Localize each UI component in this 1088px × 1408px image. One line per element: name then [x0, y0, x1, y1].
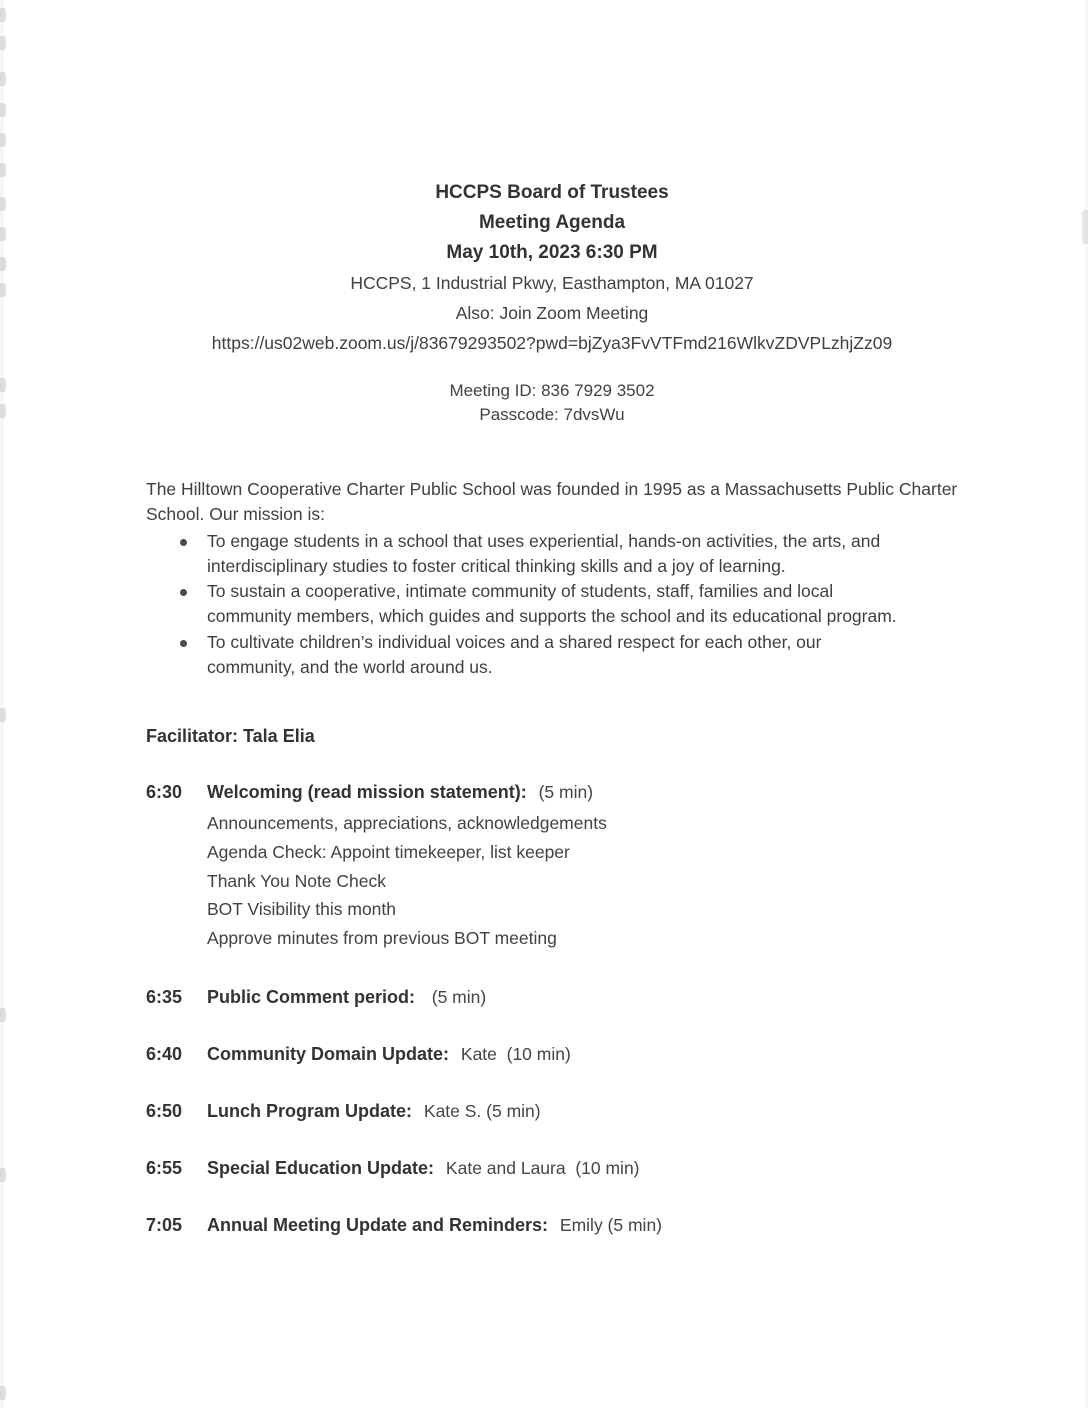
agenda-time: 6:30 [146, 782, 183, 803]
agenda-detail: (5 min) [426, 987, 487, 1008]
meeting-datetime: May 10th, 2023 6:30 PM [446, 242, 658, 263]
agenda-sub-item: Agenda Check: Appoint timekeeper, list keeper [207, 841, 570, 862]
agenda-item [146, 1100, 958, 1123]
agenda-sub-item: Thank You Note Check [207, 870, 387, 891]
agenda-item [146, 781, 958, 804]
meeting-id: Meeting ID: 836 7929 3502 [449, 381, 655, 400]
agenda-item [146, 1043, 958, 1066]
agenda-time: 6:50 [146, 1101, 183, 1122]
agenda-title: Public Comment period: [207, 987, 416, 1008]
org-title: HCCPS Board of Trustees [435, 182, 669, 203]
agenda-time: 6:55 [146, 1158, 183, 1179]
agenda-item [146, 986, 958, 1009]
agenda-sub-item: Approve minutes from previous BOT meeting [207, 927, 557, 948]
document-header [146, 178, 958, 358]
agenda-entry [207, 1157, 640, 1180]
agenda-entry [207, 1214, 662, 1237]
agenda-item [146, 1157, 958, 1180]
mission-bullet [180, 579, 958, 630]
mission-bullet [180, 529, 958, 580]
agenda-time: 6:40 [146, 1044, 183, 1065]
agenda-entry [207, 781, 593, 804]
agenda-detail: Kate S. (5 min) [423, 1101, 541, 1122]
agenda-sub-item: Announcements, appreciations, acknowledgements [207, 813, 607, 834]
agenda-sub-items [207, 809, 958, 952]
mission-bullet [180, 630, 958, 681]
agenda-title: Community Domain Update: [207, 1044, 450, 1065]
meeting-credentials [146, 379, 958, 427]
mission-bullet-text: To engage students in a school that uses experiential, hands-on activities, the arts, and interdisciplinary studies to foster critical thinking skills and a joy of learning. [207, 530, 881, 576]
agenda-detail: Kate and Laura (10 min) [445, 1158, 640, 1179]
agenda-title: Annual Meeting Update and Reminders: [207, 1215, 549, 1236]
mission-bullet-list [146, 529, 958, 681]
agenda-entry [207, 1100, 541, 1123]
zoom-meeting-url: https://us02web.zoom.us/j/83679293502?pwd=bjZya3FvVTFmd216WlkvZDVPLzhjZz09 [211, 333, 893, 353]
meeting-passcode: Passcode: 7dvsWu [479, 405, 625, 424]
mission-intro: The Hilltown Cooperative Charter Public School was founded in 1995 as a Massachusetts Public Charter School. Our mission is: [146, 479, 958, 525]
facilitator-line: Facilitator: Tala Elia [146, 726, 315, 747]
agenda-time: 7:05 [146, 1215, 183, 1236]
agenda-title: Lunch Program Update: [207, 1101, 413, 1122]
agenda-title: Special Education Update: [207, 1158, 435, 1179]
agenda-title: Welcoming (read mission statement): [207, 782, 527, 803]
agenda-sub-item: BOT Visibility this month [207, 899, 397, 920]
doc-type: Meeting Agenda [478, 212, 626, 233]
agenda-item [146, 1214, 958, 1237]
meeting-location: HCCPS, 1 Industrial Pkwy, Easthampton, MA 01027 [350, 273, 754, 293]
zoom-join-label: Also: Join Zoom Meeting [455, 303, 649, 323]
bullet-icon [180, 589, 187, 596]
mission-bullet-text: To cultivate children’s individual voices and a shared respect for each other, our community, and the world around us. [207, 631, 822, 678]
agenda-detail: Emily (5 min) [559, 1215, 663, 1236]
agenda-detail: Kate (10 min) [460, 1044, 571, 1065]
agenda-time: 6:35 [146, 987, 183, 1008]
bullet-icon [180, 539, 187, 546]
agenda-entry [207, 1043, 571, 1066]
bullet-icon [180, 640, 187, 647]
agenda-entry [207, 986, 486, 1009]
mission-section [146, 477, 958, 680]
mission-bullet-text: To sustain a cooperative, intimate community of students, staff, families and local community members, which guides and supports the school and its educational program. [207, 581, 897, 627]
agenda-detail: (5 min) [538, 782, 594, 803]
